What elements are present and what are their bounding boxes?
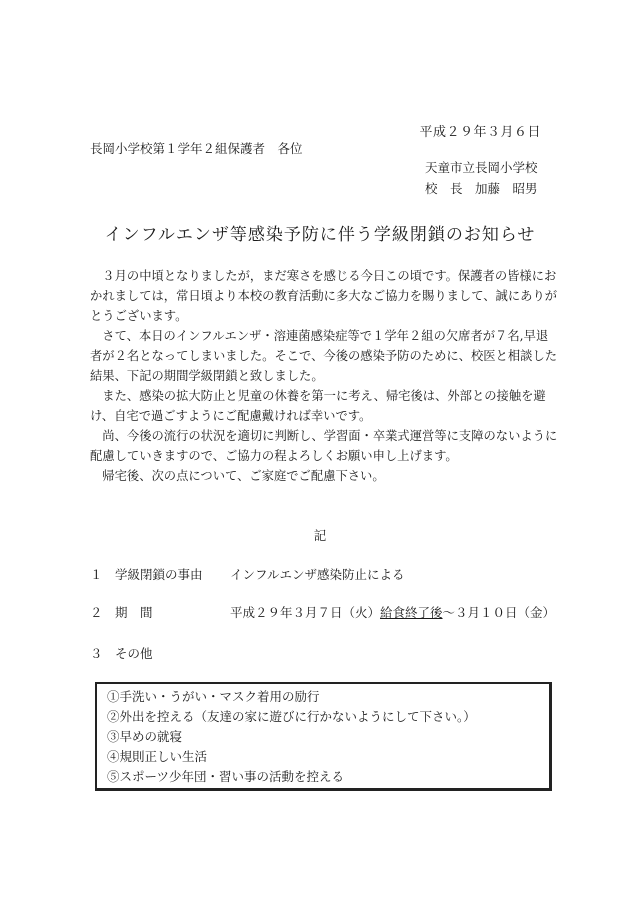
item-number: １ xyxy=(90,567,103,582)
item-label: その他 xyxy=(115,646,153,661)
sender-school: 天童市立長岡小学校 xyxy=(425,160,538,175)
item-period xyxy=(0,603,640,623)
other-precautions-box xyxy=(95,682,552,791)
item-reason xyxy=(0,565,640,585)
notice-body xyxy=(90,266,560,486)
notice-title: インフルエンザ等感染予防に伴う学級閉鎖のお知らせ xyxy=(104,225,536,245)
body-paragraph-cooperation: 尚、今後の流行の状況を適切に判断し、学習面・卒業式運営等に支障のないように配慮していきますので、ご協力の程よろしくお願い申し上げます。 xyxy=(90,429,558,463)
period-start: 平成２９年３月７日（火） xyxy=(230,605,381,620)
item-other xyxy=(0,644,640,664)
precaution-item: ①手洗い・うがい・マスク着用の励行 xyxy=(107,689,320,704)
item-number: ２ xyxy=(90,605,103,620)
item-number: ３ xyxy=(90,646,103,661)
recipient: 長岡小学校第１学年２組保護者 各位 xyxy=(90,141,303,156)
precaution-item: ④規則正しい生活 xyxy=(107,749,208,764)
ki-heading: 記 xyxy=(313,528,327,543)
item-value: インフルエンザ感染防止による xyxy=(230,567,405,582)
item-label: 期 間 xyxy=(115,605,153,620)
period-end: ～３月１０日（金） xyxy=(442,605,556,620)
sender-principal: 校 長 加藤 昭男 xyxy=(425,181,538,196)
precaution-item: ③早めの就寝 xyxy=(107,729,183,744)
body-paragraph-greeting: ３月の中頃となりましたが，まだ寒さを感じる今日この頃です。保護者の皆様におかれましては，常日頃より本校の教育活動に多大なご協力を賜りまして、誠にありがとうございます。 xyxy=(90,269,558,323)
precaution-item: ②外出を控える（友達の家に遊びに行かないようにして下さい。） xyxy=(107,709,476,724)
item-label: 学級閉鎖の事由 xyxy=(115,567,203,582)
body-paragraph-request: 帰宅後、次の点について、ご家庭でご配慮下さい。 xyxy=(102,469,385,483)
precaution-item: ⑤スポーツ少年団・習い事の活動を控える xyxy=(107,769,345,784)
body-paragraph-absences: さて、本日のインフルエンザ・溶連菌感染症等で１学年２組の欠席者が７名,早退者が２名となってしまいました。そこで、今後の感染予防のために、校医と相談した結果、下記の期間学級閉鎖と致しました。 xyxy=(90,329,558,383)
notice-date: 平成２９年３月６日 xyxy=(419,125,541,140)
period-after-lunch: 給食終了後 xyxy=(380,605,443,620)
body-paragraph-prevention: また、感染の拡大防止と児童の休養を第一に考え、帰宅後は、外部との接触を避け、自宅で過ごすようにご配慮戴ければ幸いです。 xyxy=(90,389,546,423)
item-value xyxy=(230,603,555,621)
